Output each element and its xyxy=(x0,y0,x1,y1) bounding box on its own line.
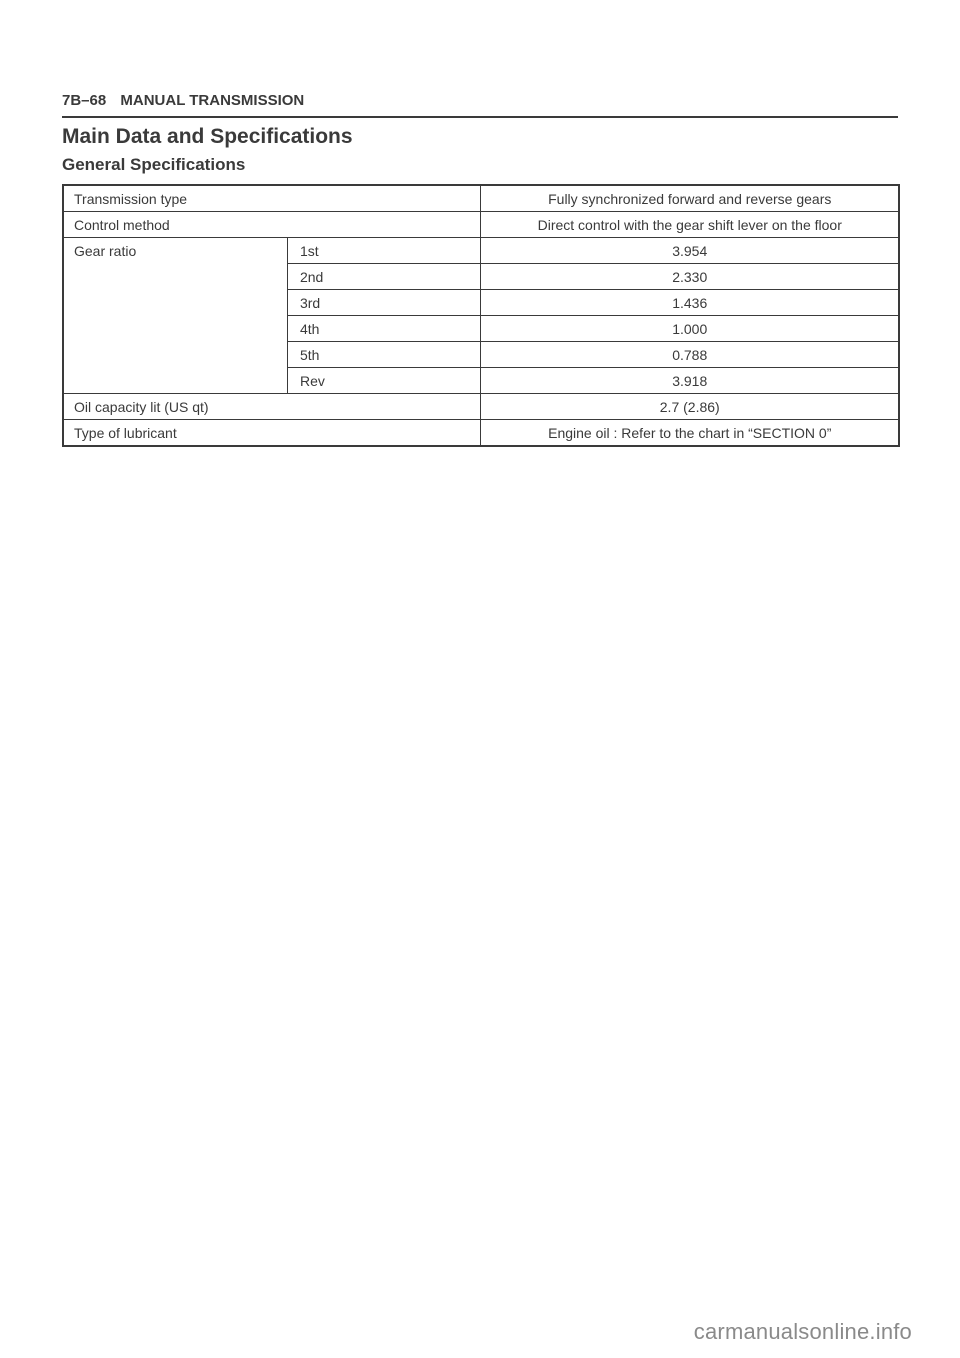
transmission-type-value: Fully synchronized forward and reverse gears xyxy=(481,185,899,212)
gear-ratio-value: 1.000 xyxy=(481,316,899,342)
lubricant-value: Engine oil : Refer to the chart in “SECTION 0” xyxy=(481,420,899,447)
gear-ratio-value: 3.918 xyxy=(481,368,899,394)
section-name: MANUAL TRANSMISSION xyxy=(120,92,305,109)
specifications-table xyxy=(62,184,900,447)
table-row-gear-1st xyxy=(63,238,899,264)
oil-capacity-value: 2.7 (2.86) xyxy=(481,394,899,420)
section-subtitle: General Specifications xyxy=(62,155,246,174)
table-row-transmission-type xyxy=(63,185,899,212)
table-row-oil-capacity xyxy=(63,394,899,420)
gear-label: 5th xyxy=(287,342,481,368)
gear-label: Rev xyxy=(287,368,481,394)
page-code: 7B–68 xyxy=(62,92,107,109)
oil-capacity-label: Oil capacity lit (US qt) xyxy=(63,394,481,420)
gear-ratio-value: 3.954 xyxy=(481,238,899,264)
control-method-label: Control method xyxy=(63,212,481,238)
lubricant-label: Type of lubricant xyxy=(63,420,481,447)
table-row-control-method xyxy=(63,212,899,238)
gear-label: 4th xyxy=(287,316,481,342)
page-title: Main Data and Specifications xyxy=(62,125,353,148)
transmission-type-label: Transmission type xyxy=(63,185,481,212)
gear-ratio-label: Gear ratio xyxy=(63,238,287,394)
gear-ratio-value: 1.436 xyxy=(481,290,899,316)
gear-ratio-value: 0.788 xyxy=(481,342,899,368)
table-row-lubricant xyxy=(63,420,899,447)
gear-ratio-value: 2.330 xyxy=(481,264,899,290)
gear-label: 2nd xyxy=(287,264,481,290)
page-header xyxy=(62,92,898,118)
gear-label: 1st xyxy=(287,238,481,264)
gear-label: 3rd xyxy=(287,290,481,316)
watermark: carmanualsonline.info xyxy=(693,1319,912,1344)
control-method-value: Direct control with the gear shift lever on the floor xyxy=(481,212,899,238)
